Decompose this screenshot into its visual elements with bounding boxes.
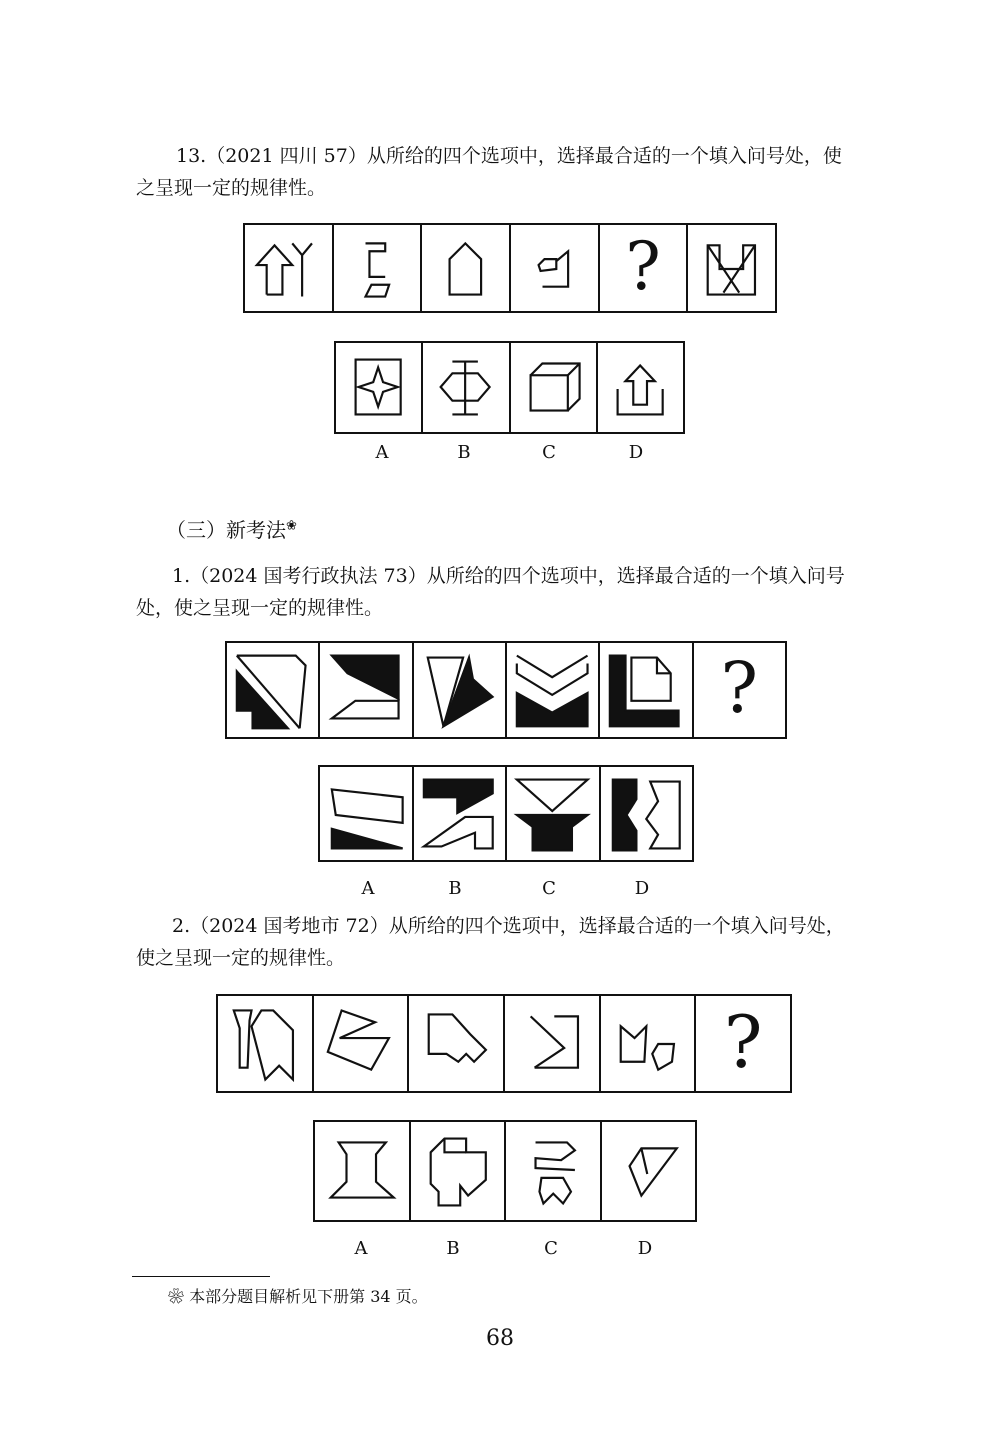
q13-text-line1: 13.（2021 四川 57）从所给的四个选项中，选择最合适的一个填入问号处，使	[176, 145, 842, 167]
q2-figure-5	[601, 996, 697, 1091]
q13-option-a-label: A	[375, 442, 389, 463]
q13-question-panel	[243, 223, 777, 313]
q1-figure-5	[600, 643, 693, 737]
section-heading	[166, 514, 297, 543]
q13-option-c-label: C	[542, 442, 556, 463]
q2-text-line2: 使之呈现一定的规律性。	[136, 947, 346, 969]
q13-figure-3	[422, 225, 511, 311]
q1-option-b-label: B	[448, 878, 462, 899]
footnote-flower-icon: ❀	[168, 1287, 185, 1306]
q13-text-line2: 之呈现一定的规律性。	[136, 177, 327, 199]
q13-option-c[interactable]	[511, 343, 598, 432]
q13-option-d[interactable]	[598, 343, 683, 432]
q1-option-d[interactable]	[601, 767, 693, 860]
q13-figure-1	[245, 225, 334, 311]
q2-figure-4	[505, 996, 601, 1091]
q2-option-b-label: B	[446, 1238, 460, 1259]
q1-question-mark-cell	[694, 643, 785, 737]
q1-option-a-label: A	[361, 878, 375, 899]
page-number: 68	[486, 1326, 514, 1351]
q13-option-d-label: D	[628, 442, 644, 463]
q1-figure-4	[507, 643, 600, 737]
footnote	[168, 1284, 428, 1307]
q13-figure-2	[334, 225, 423, 311]
q1-option-a[interactable]	[320, 767, 414, 860]
q1-question-mark: ?	[720, 647, 759, 729]
q13-option-b[interactable]	[423, 343, 510, 432]
q1-option-b[interactable]	[414, 767, 508, 860]
q2-option-d[interactable]	[602, 1122, 696, 1220]
q1-question-panel	[225, 641, 787, 739]
q2-option-d-label: D	[637, 1238, 653, 1259]
q2-option-a-label: A	[354, 1238, 368, 1259]
q13-figure-6	[688, 225, 775, 311]
q2-question-mark-cell	[696, 996, 790, 1091]
q13-question-mark-cell	[600, 225, 689, 311]
q13-figure-4	[511, 225, 600, 311]
q2-question-panel	[216, 994, 792, 1093]
q2-options-panel	[313, 1120, 697, 1222]
q1-text-line1: 1.（2024 国考行政执法 73）从所给的四个选项中，选择最合适的一个填入问号	[172, 565, 845, 587]
footnote-divider	[132, 1276, 270, 1277]
q1-figure-1	[227, 643, 320, 737]
q13-question-mark: ?	[625, 228, 661, 305]
q13-option-b-label: B	[457, 442, 471, 463]
q2-figure-1	[218, 996, 314, 1091]
q2-option-c-label: C	[544, 1238, 558, 1259]
q1-figure-3	[414, 643, 507, 737]
q2-option-c[interactable]	[506, 1122, 602, 1220]
q1-option-c-label: C	[542, 878, 556, 899]
q1-option-d-label: D	[634, 878, 650, 899]
section-flower-icon: ❀	[286, 518, 297, 534]
q1-figure-2	[320, 643, 413, 737]
q1-text-line2: 处，使之呈现一定的规律性。	[136, 597, 384, 619]
q2-question-mark: ?	[723, 1000, 763, 1084]
section-title: （三）新考法	[166, 518, 286, 542]
q13-options-panel	[334, 341, 685, 434]
q2-figure-2	[314, 996, 410, 1091]
q2-option-a[interactable]	[315, 1122, 411, 1220]
q2-text-line1: 2.（2024 国考地市 72）从所给的四个选项中，选择最合适的一个填入问号处，	[172, 915, 845, 937]
q2-option-b[interactable]	[411, 1122, 507, 1220]
q13-option-a[interactable]	[336, 343, 423, 432]
footnote-text: 本部分题目解析见下册第 34 页。	[189, 1287, 428, 1306]
q1-option-c[interactable]	[507, 767, 601, 860]
q2-figure-3	[409, 996, 505, 1091]
q1-options-panel	[318, 765, 694, 862]
